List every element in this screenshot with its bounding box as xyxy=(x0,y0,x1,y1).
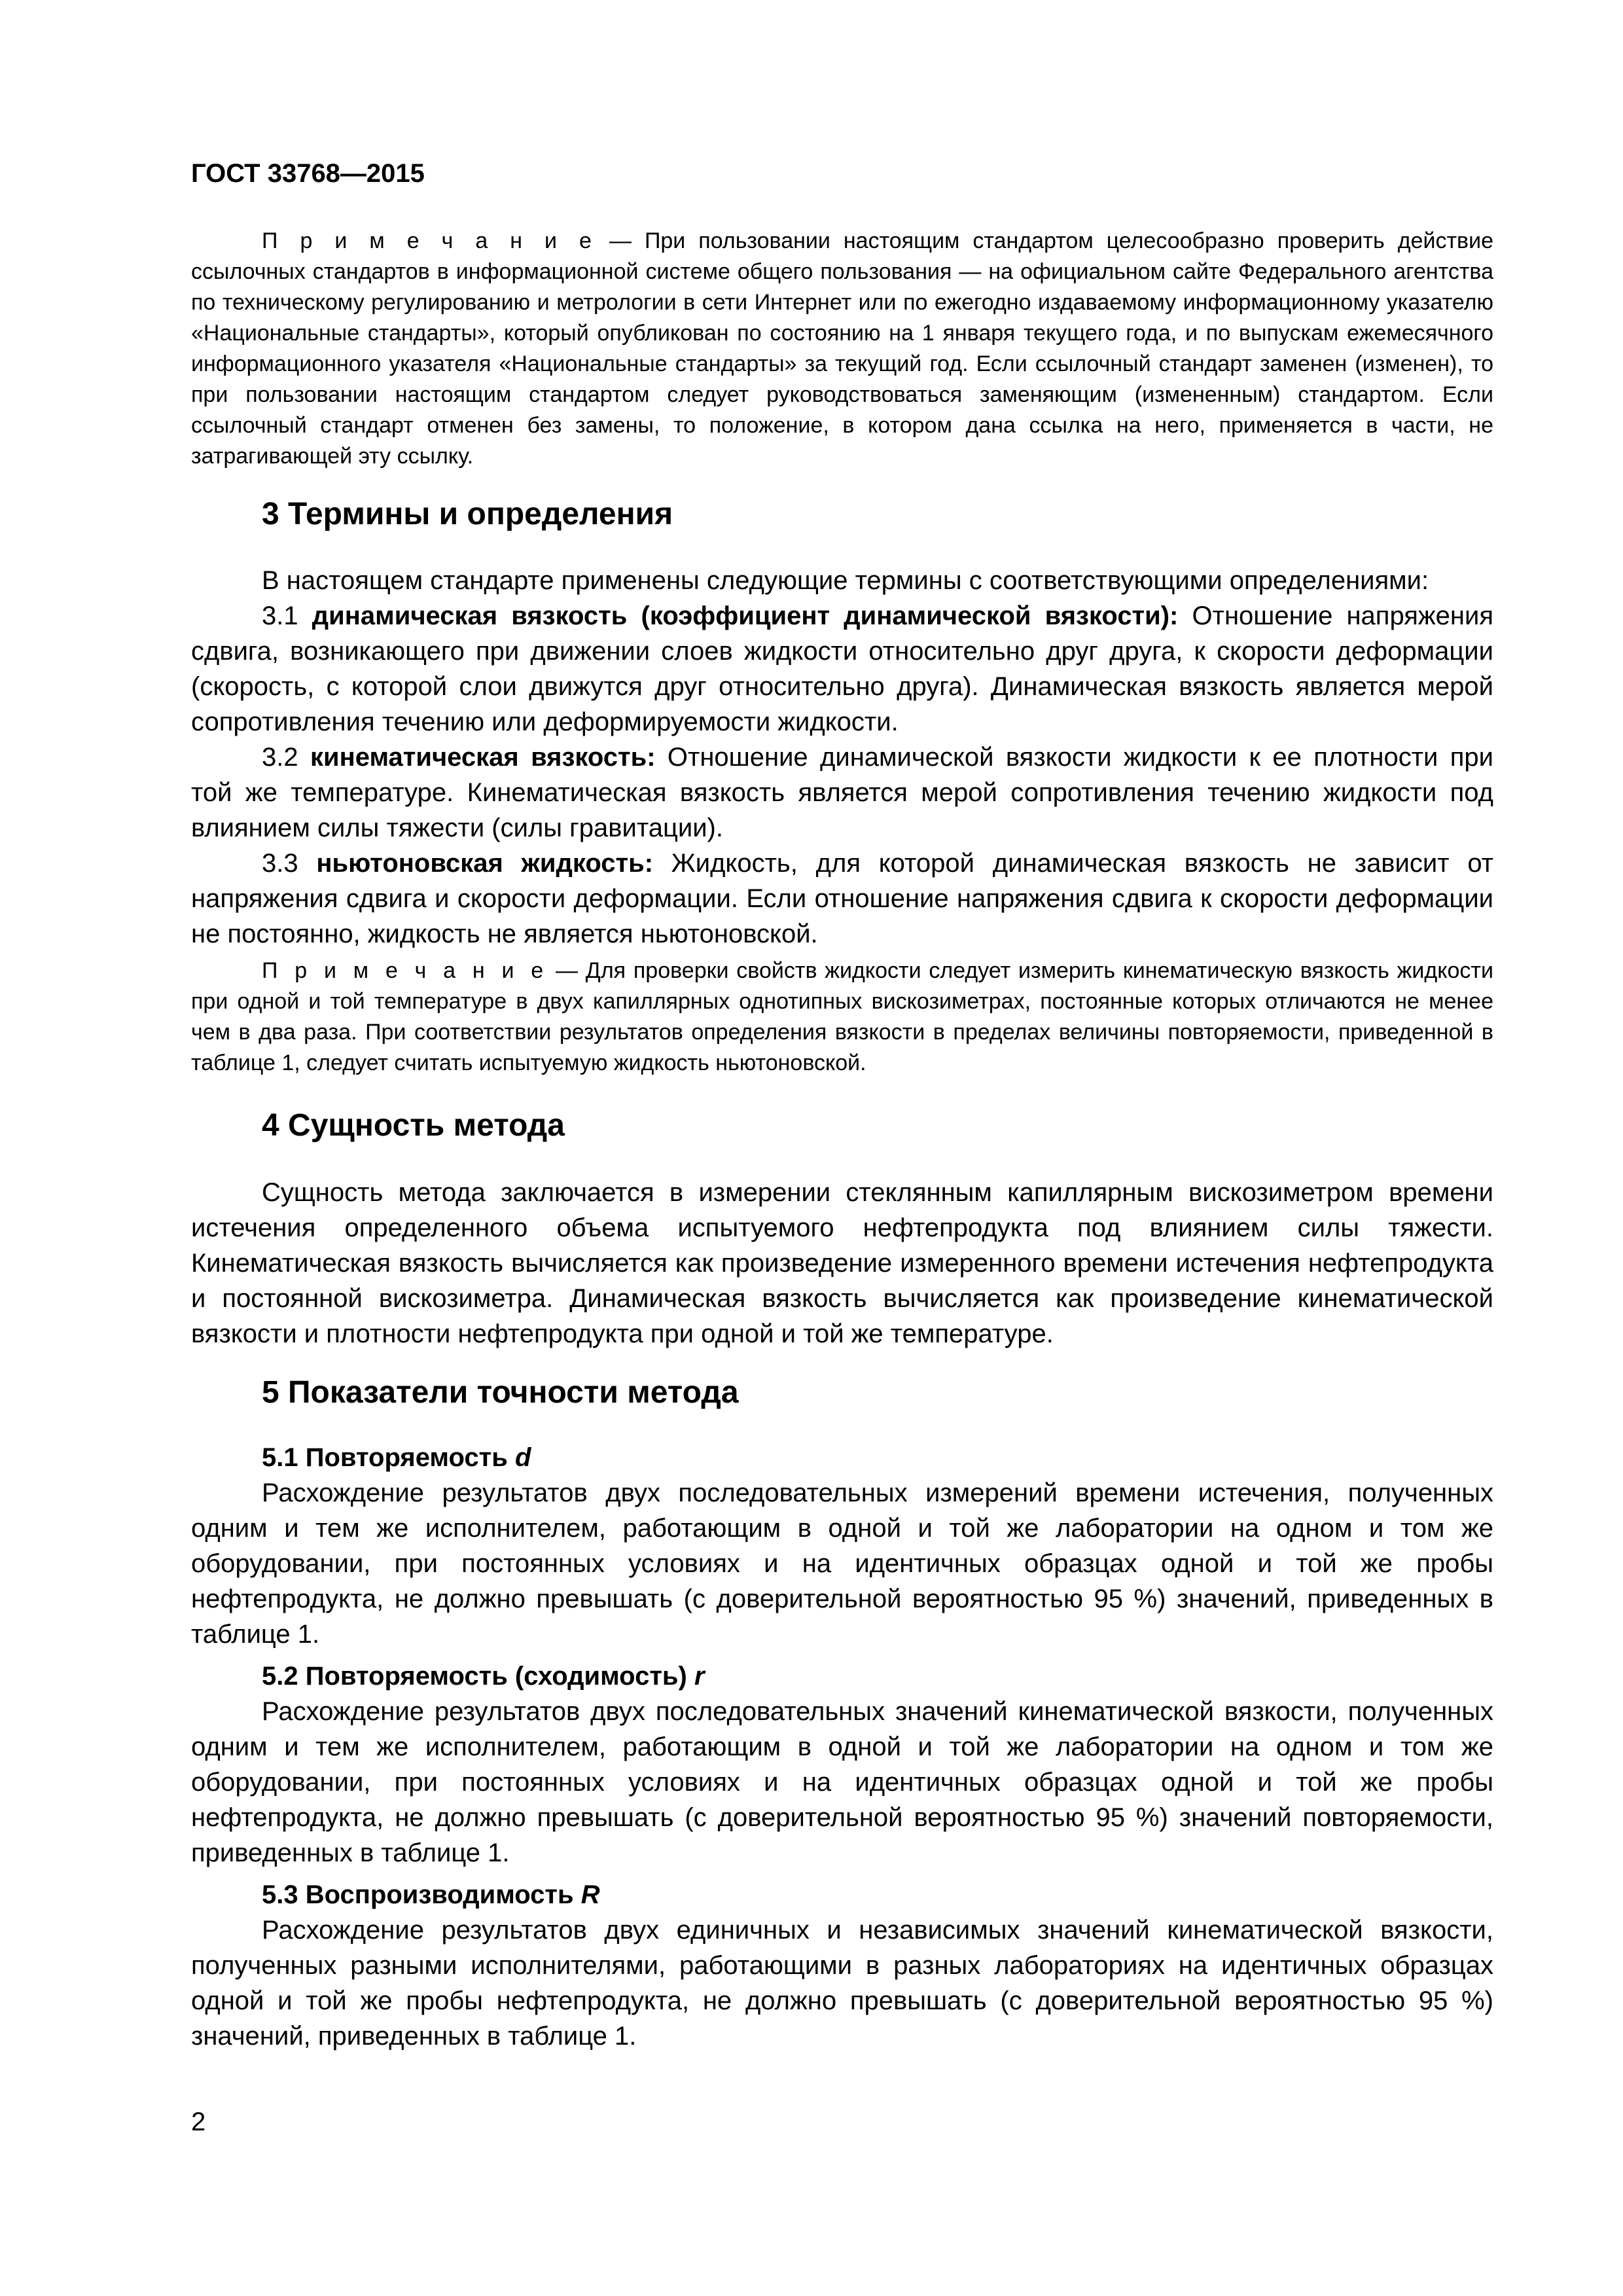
term-definition: Жидкость, для которой динамическая вязкость не зависит от напряжения сдвига и скорости деформации. Если отношение напряжения сдвига к скорости деформации не постоянно, жидкость не является ньютоновской. xyxy=(191,849,1494,948)
reference-note xyxy=(191,226,1493,472)
term-number: 3.1 xyxy=(262,601,312,630)
term-3-3 xyxy=(191,846,1493,952)
term-number: 3.3 xyxy=(262,849,317,878)
term-name: динамическая вязкость (коэффициент динамической вязкости): xyxy=(312,601,1179,630)
subsection-5-3-title: 5.3 Воспроизводимость R xyxy=(262,1880,600,1909)
term-3-2 xyxy=(191,740,1493,846)
note-text: — Для проверки свойств жидкости следует измерить кинематическую вязкость жидкости при одной и той температуре в двух капиллярных однотипных вискозиметрах, постоянные которых отличаются не менее чем в два раза. При соответствии результатов определения вязкости в пределах величины повторяемости, приведенной в таблице 1, следует считать испытуемую жидкость ньютоновской. xyxy=(191,958,1493,1075)
term-definition: Отношение напряжения сдвига, возникающего при движении слоев жидкости относительно друг друга, к скорости деформации (скорость, с которой слои движутся друг относительно друга). Динамическая вязкость является мерой сопротивления течению или деформируемости жидкости. xyxy=(191,601,1494,736)
term-definition: Отношение динамической вязкости жидкости к ее плотности при той же температуре. Кинематическая вязкость является мерой сопротивления течению жидкости под влиянием силы тяжести (силы гравитации). xyxy=(191,743,1494,842)
term-3-1 xyxy=(191,598,1493,740)
section-4-text: Сущность метода заключается в измерении стеклянным капиллярным вискозиметром времени истечения определенного объема испытуемого нефтепродукта под влиянием силы тяжести. Кинематическая вязкость вычисляется как произведение измеренного времени истечения нефтепродукта и постоянной вискозиметра. Динамическая вязкость вычисляется как произведение кинематической вязкости и плотности нефтепродукта при одной и той же температуре. xyxy=(191,1178,1493,1348)
subsection-5-3-text: Расхождение результатов двух единичных и независимых значений кинематической вязкости, полученных разными исполнителями, работающими в разных лабораториях на идентичных образцах одной и той же пробы нефтепродукта, не должно превышать (с доверительной вероятностью 95 %) значений, приведенных в таблице 1. xyxy=(191,1916,1493,2051)
symbol-R: R xyxy=(580,1880,600,1909)
subsection-5-2-text: Расхождение результатов двух последовательных значений кинематической вязкости, полученных одним и тем же исполнителем, работающим в одной и той же лаборатории на одном и том же оборудовании, при постоянных условиях и на идентичных образцах одной и той же пробы нефтепродукта, не должно превышать (с доверительной вероятностью 95 %) значений повторяемости, приведенных в таблице 1. xyxy=(191,1697,1493,1867)
note-label: П р и м е ч а н и е xyxy=(262,228,596,253)
section-4-title: 4 Сущность метода xyxy=(262,1108,565,1143)
term-name: кинематическая вязкость: xyxy=(310,743,656,772)
section-5-title: 5 Показатели точности метода xyxy=(262,1375,739,1410)
symbol-r: r xyxy=(694,1662,705,1691)
subsection-5-1-title: 5.1 Повторяемость d xyxy=(262,1443,531,1472)
term-number: 3.2 xyxy=(262,743,310,772)
page-number: 2 xyxy=(191,2108,206,2136)
document-header: ГОСТ 33768—2015 xyxy=(191,159,425,188)
newtonian-note xyxy=(191,956,1493,1079)
section-3-intro: В настоящем стандарте применены следующие термины с соответствующими определениями: xyxy=(262,566,1429,595)
note-label: П р и м е ч а н и е xyxy=(262,958,548,983)
section-3-body xyxy=(191,563,1493,952)
symbol-d: d xyxy=(514,1443,531,1472)
subsection-5-2-title: 5.2 Повторяемость (сходимость) r xyxy=(262,1662,705,1691)
section-3-title: 3 Термины и определения xyxy=(262,497,673,531)
term-name: ньютоновская жидкость: xyxy=(316,849,654,878)
note-text: — При пользовании настоящим стандартом целесообразно проверить действие ссылочных стандартов в информационной системе общего пользования — на официальном сайте Федерального агентства по техническому регулированию и метрологии в сети Интернет или по ежегодно издаваемому информационному указателю «Национальные стандарты», который опубликован по состоянию на 1 января текущего года, и по выпускам ежемесячного информационного указателя «Национальные стандарты» за текущий год. Если ссылочный стандарт заменен (изменен), то при пользовании настоящим стандартом следует руководствоваться заменяющим (измененным) стандартом. Если ссылочный стандарт отменен без замены, то положение, в котором дана ссылка на него, применяется в части, не затрагивающей эту ссылку. xyxy=(191,228,1493,469)
subsection-5-1-text: Расхождение результатов двух последовательных измерений времени истечения, полученных одним и тем же исполнителем, работающим в одной и той же лаборатории на одном и том же оборудовании, при постоянных условиях и на идентичных образцах одной и той же пробы нефтепродукта, не должно превышать (с доверительной вероятностью 95 %) значений, приведенных в таблице 1. xyxy=(191,1479,1493,1649)
section-4-body xyxy=(191,1175,1493,1352)
section-5-body xyxy=(191,1440,1493,2054)
